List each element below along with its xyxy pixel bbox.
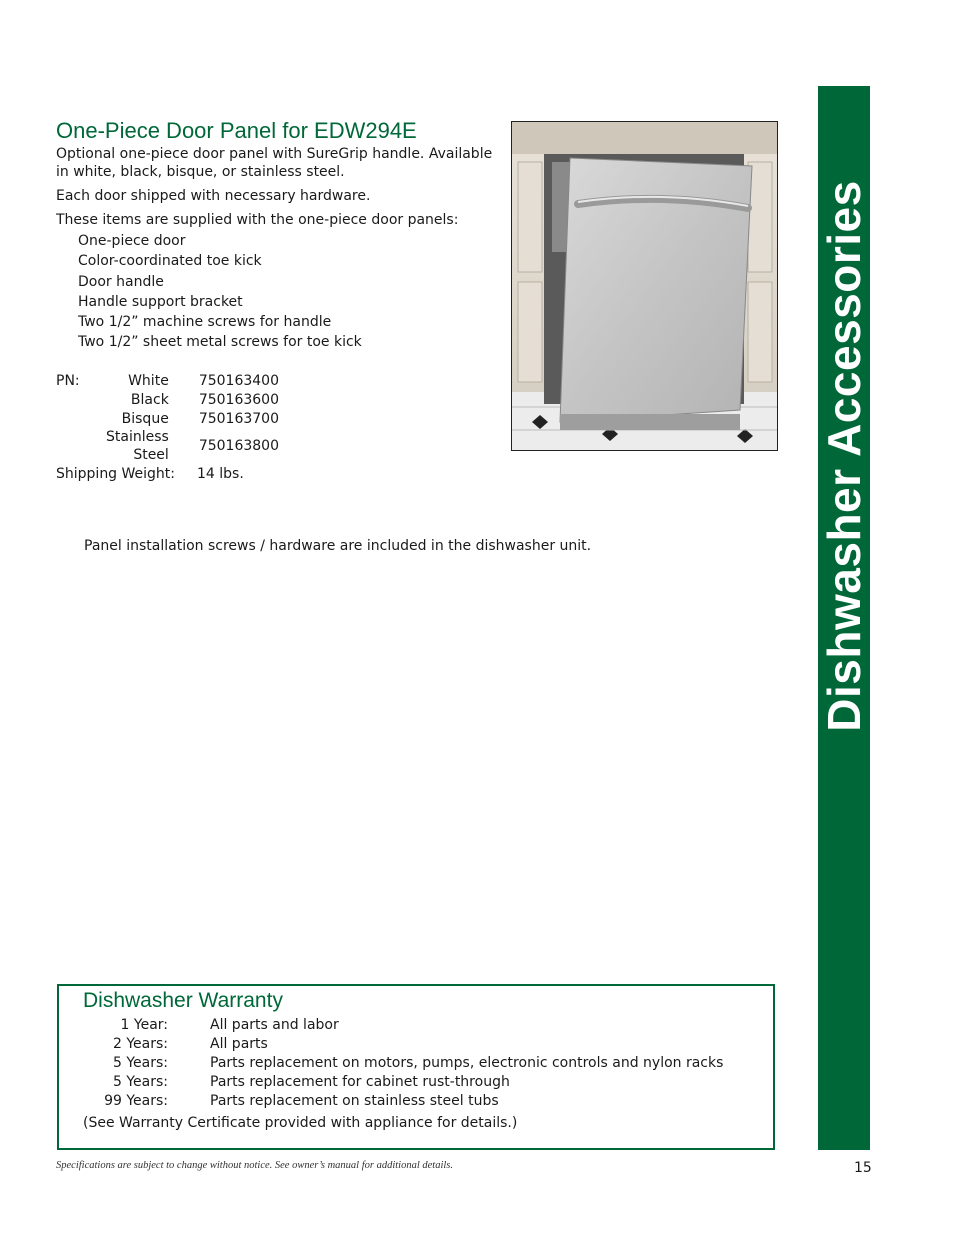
pn-number: 750163800 [198,438,279,455]
warranty-coverage: Parts replacement on stainless steel tubs [210,1092,499,1109]
table-row [83,1035,723,1054]
table-row [83,1091,723,1110]
shipping-label: Shipping Weight: [56,466,176,482]
install-note [56,537,591,555]
list-item-label: Color-coordinated toe kick [78,253,262,270]
warranty-coverage: Parts replacement for cabinet rust-through [210,1073,510,1090]
list-item [56,252,362,272]
warranty-coverage: Parts replacement on motors, pumps, electronic controls and nylon racks [210,1054,724,1071]
shipping-value: 14 lbs. [197,466,244,482]
pn-color: Bisque [121,410,169,427]
table-row [56,372,279,391]
warranty-table [83,1016,723,1110]
pn-number: 750163400 [198,373,279,390]
pn-label: PN: [56,373,80,390]
list-item [56,273,362,293]
warranty-term: 1 Year: [120,1017,168,1034]
install-note-text: Panel installation screws / hardware are included in the dishwasher unit. [84,538,592,554]
table-row [83,1072,723,1091]
warranty-note: (See Warranty Certificate provided with appliance for details.) [83,1115,518,1131]
warranty-term: 5 Years: [112,1073,168,1090]
shipping-weight [56,465,244,483]
warranty-term: 5 Years: [112,1054,168,1071]
list-item-label: Handle support bracket [78,293,243,310]
list-item [56,333,362,353]
table-row [56,428,279,464]
supplied-intro: These items are supplied with the one-piece door panels: [56,212,459,228]
list-item [56,293,362,313]
table-row [56,409,279,428]
pn-color: White [128,373,169,390]
part-number-table [56,372,279,464]
warranty-box [57,984,775,1150]
hardware-note: Each door shipped with necessary hardware. [56,188,371,204]
warranty-coverage: All parts and labor [210,1017,339,1034]
pn-number: 750163700 [198,410,279,427]
list-item [56,232,362,252]
footer-note: Specifications are subject to change without notice. See owner’s manual for additional details. [56,1160,454,1171]
warranty-term: 99 Years: [104,1092,168,1109]
dishwasher-illustration [512,122,777,450]
list-item-label: Two 1/2” machine screws for handle [78,314,332,331]
warranty-coverage: All parts [210,1036,268,1053]
dishwasher-photo [511,121,778,451]
list-item-label: Door handle [78,273,164,290]
pn-color: Stainless Steel [106,429,169,464]
list-item-label: Two 1/2” sheet metal screws for toe kick [78,334,362,351]
section-title: Dishwasher Accessories [818,180,870,732]
product-description: Optional one-piece door panel with SureGrip handle. Available in white, black, bisque, or stainless steel. [56,146,493,180]
pn-color: Black [130,392,169,409]
table-row [83,1016,723,1035]
page-number: 15 [854,1160,872,1176]
warranty-title: Dishwasher Warranty [83,989,283,1012]
table-row [56,391,279,410]
list-item [56,313,362,333]
product-title: One-Piece Door Panel for EDW294E [56,118,417,143]
table-row [83,1054,723,1073]
supplied-items-list [56,232,362,354]
pn-number: 750163600 [198,392,279,409]
list-item-label: One-piece door [78,233,186,249]
warranty-term: 2 Years: [112,1036,168,1053]
sidebar-band [818,86,870,1150]
